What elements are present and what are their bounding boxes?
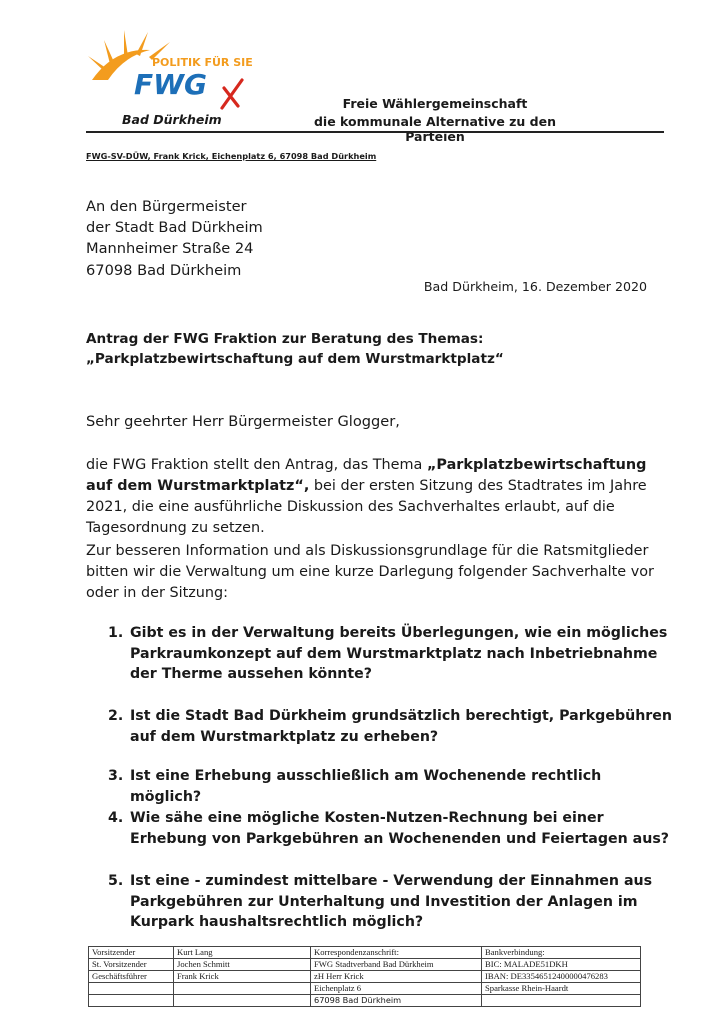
footer-cell: BIC: MALADE51DKH bbox=[482, 959, 641, 971]
logo-wordmark: FWG bbox=[134, 68, 207, 101]
list-number: 5. bbox=[108, 873, 124, 889]
table-row bbox=[89, 959, 641, 971]
footer-cell: Bankverbindung: bbox=[482, 947, 641, 959]
recipient-line: der Stadt Bad Dürkheim bbox=[86, 219, 263, 237]
header-divider bbox=[86, 131, 664, 133]
table-row bbox=[89, 995, 641, 1007]
list-number: 1. bbox=[108, 625, 124, 641]
footer-cell: Sparkasse Rhein-Haardt bbox=[482, 983, 641, 995]
footer-cell: IBAN: DE33546512400000476283 bbox=[482, 971, 641, 983]
org-tagline: die kommunale Alternative zu den Parteien bbox=[313, 114, 557, 144]
table-row bbox=[89, 983, 641, 995]
logo-slogan: POLITIK FÜR SIE bbox=[152, 56, 253, 69]
footer-cell: St. Vorsitzender bbox=[89, 959, 174, 971]
paragraph-text: die FWG Fraktion stellt den Antrag, das Thema bbox=[86, 457, 427, 473]
table-row bbox=[89, 971, 641, 983]
footer-cell: FWG Stadtverband Bad Dürkheim bbox=[311, 959, 482, 971]
footer-cell: zH Herr Krick bbox=[311, 971, 482, 983]
list-text: Ist eine Erhebung ausschließlich am Wochenende rechtlich möglich? bbox=[130, 768, 602, 805]
recipient-line: 67098 Bad Dürkheim bbox=[86, 261, 242, 279]
footer-cell: 67098 Bad Dürkheim bbox=[311, 995, 482, 1007]
logo-subtitle: Bad Dürkheim bbox=[122, 112, 222, 127]
footer-cell bbox=[174, 995, 311, 1007]
subject-line-1: Antrag der FWG Fraktion zur Beratung des Themas: bbox=[86, 331, 484, 347]
recipient-address bbox=[86, 196, 263, 281]
paragraph-topic-bold: „Parkplatzbewirtschaftung auf dem Wurstmarktplatz“, bbox=[86, 457, 647, 494]
footer-cell bbox=[482, 995, 641, 1007]
paragraph-info: Zur besseren Information und als Diskussionsgrundlage für die Ratsmitglieder bitten wir die Verwaltung um eine kurze Darlegung folgender Sachverhalte vor oder in der Sitzung: bbox=[86, 543, 654, 601]
org-name: Freie Wählergemeinschaft bbox=[342, 96, 528, 111]
footer-cell: Korrespondenzanschrift: bbox=[311, 947, 482, 959]
list-number: 3. bbox=[108, 768, 124, 784]
footer-cell: Eichenplatz 6 bbox=[311, 983, 482, 995]
subject-line-2: „Parkplatzbewirtschaftung auf dem Wurstmarktplatz“ bbox=[86, 351, 504, 367]
footer-cell bbox=[174, 983, 311, 995]
footer-table bbox=[88, 946, 641, 1007]
footer-cell bbox=[89, 983, 174, 995]
paragraph-request bbox=[86, 455, 676, 539]
table-row bbox=[89, 947, 641, 959]
footer-cell: Frank Krick bbox=[174, 971, 311, 983]
footer-cell: Kurt Lang bbox=[174, 947, 311, 959]
fwg-logo bbox=[84, 28, 254, 112]
list-text: Ist die Stadt Bad Dürkheim grundsätzlich berechtigt, Parkgebühren auf dem Wurstmarktplatz zu erheben? bbox=[130, 708, 673, 745]
list-text: Ist eine - zumindest mittelbare - Verwendung der Einnahmen aus Parkgebühren zur Unterhaltung und Investition der Anlagen im Kurpark haushaltsrechtlich möglich? bbox=[130, 873, 653, 930]
footer-cell: Jochen Schmitt bbox=[174, 959, 311, 971]
list-number: 4. bbox=[108, 810, 124, 826]
footer-cell bbox=[89, 995, 174, 1007]
footer-cell: Vorsitzender bbox=[89, 947, 174, 959]
paragraph-text: bei der ersten Sitzung des Stadtrates im Jahre 2021, die eine ausführliche Diskussion des Sachverhaltes erlaubt, auf die Tagesordnung zu setzen. bbox=[86, 478, 647, 536]
salutation: Sehr geehrter Herr Bürgermeister Glogger, bbox=[86, 413, 400, 430]
recipient-line: An den Bürgermeister bbox=[86, 198, 247, 215]
subject bbox=[86, 329, 504, 369]
letter-date: Bad Dürkheim, 16. Dezember 2020 bbox=[423, 279, 647, 294]
recipient-line: Mannheimer Straße 24 bbox=[86, 240, 254, 258]
sender-line: FWG-SV-DÜW, Frank Krick, Eichenplatz 6, 67098 Bad Dürkheim bbox=[86, 151, 377, 161]
footer-cell: Geschäftsführer bbox=[89, 971, 174, 983]
list-number: 2. bbox=[108, 708, 124, 724]
list-text: Wie sähe eine mögliche Kosten-Nutzen-Rechnung bei einer Erhebung von Parkgebühren an Wochenenden und Feiertagen aus? bbox=[130, 810, 670, 847]
list-text: Gibt es in der Verwaltung bereits Überlegungen, wie ein mögliches Parkraumkonzept auf dem Wurstmarktplatz nach Inbetriebnahme der Therme aussehen könnte? bbox=[130, 625, 668, 682]
cross-icon bbox=[222, 80, 242, 108]
